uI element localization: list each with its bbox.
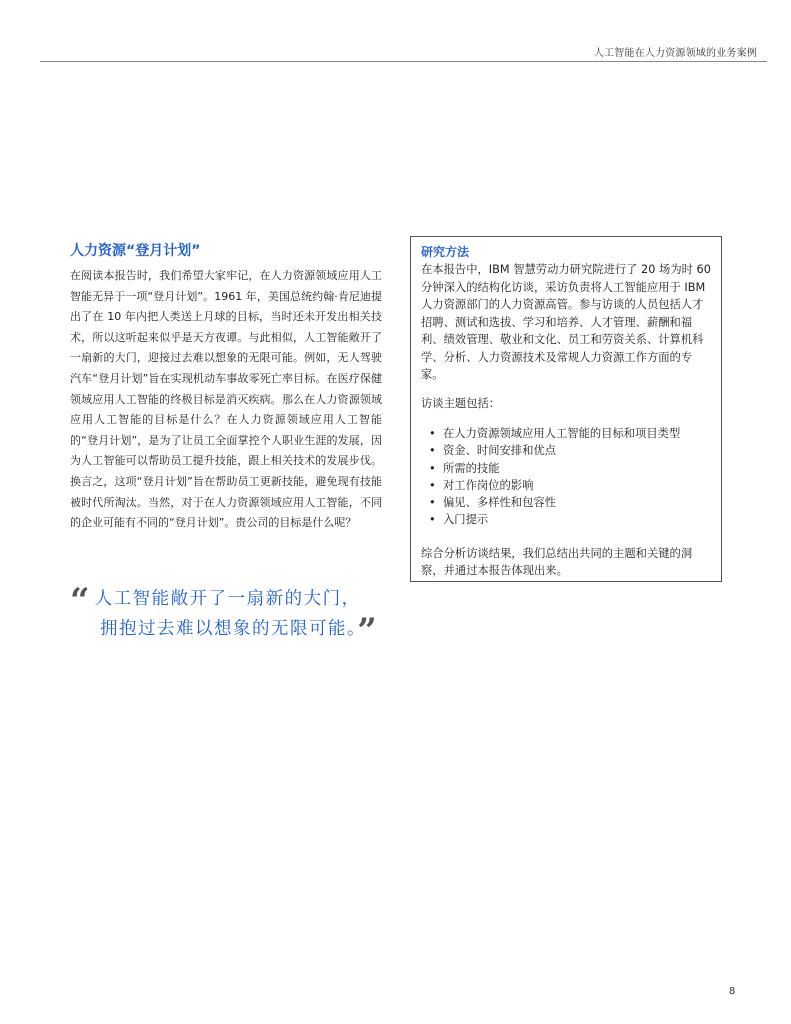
research-method-box <box>410 236 722 582</box>
close-quote-mark: ” <box>357 611 375 651</box>
list-item: • 对工作岗位的影响 <box>429 477 711 494</box>
bullet-icon: • <box>429 444 436 458</box>
box-title: 研究方法 <box>421 245 470 259</box>
list-item: • 入门提示 <box>429 511 711 528</box>
header-divider <box>40 61 767 62</box>
page-number: 8 <box>729 986 736 997</box>
list-item: • 资金、时间安排和优点 <box>429 442 711 459</box>
bullet-icon: • <box>429 478 436 492</box>
bullet-icon: • <box>429 496 436 510</box>
bullet-icon: • <box>429 461 436 475</box>
pull-quote-line-2 <box>70 611 400 651</box>
section-body: 在阅读本报告时，我们希望大家牢记，在人力资源领域应用人工智能无异于一项“登月计划”。1961 年，美国总统约翰·肯尼迪提出了在 10 年内把人类送上月球的目标，当时还未开发出相关技术，所以这听起来似乎是天方夜谭。与此相似，人工智能敞开了一扇新的大门，迎接过去难以想象的无限可能。例如，无人驾驶汽车“登月计划”旨在实现机动车事故零死亡率目标。在医疗保健领域应用人工智能的终极目标是消灭疾病。那么在人力资源领域应用人工智能的目标是什么？在人力资源领域应用人工智能的“登月计划”，是为了让员工全面掌控个人职业生涯的发展，因为人工智能可以帮助员工提升技能，跟上相关技术的发展步伐。换言之，这项“登月计划”旨在帮助员工更新技能，避免现有技能被时代所淘汰。当然，对于在人力资源领域应用人工智能，不同的企业可能有不同的“登月计划”。贵公司的目标是什么呢？ <box>70 269 382 530</box>
topics-list <box>421 425 711 529</box>
list-item: • 偏见、多样性和包容性 <box>429 494 711 511</box>
pull-quote-text-2: 拥抱过去难以想象的无限可能。 <box>100 619 358 639</box>
list-item: • 在人力资源领域应用人工智能的目标和项目类型 <box>429 425 711 442</box>
bullet-icon: • <box>429 513 436 527</box>
box-conclusion: 综合分析访谈结果，我们总结出共同的主题和关键的洞察，并通过本报告体现出来。 <box>421 546 693 578</box>
bullet-icon: • <box>429 427 436 440</box>
box-topics-intro: 访谈主题包括： <box>421 396 501 410</box>
open-quote-mark: “ <box>70 581 88 621</box>
pull-quote-line-1 <box>70 581 400 621</box>
box-intro: 在本报告中，IBM 智慧劳动力研究院进行了 20 场为时 60 分钟深入的结构化访谈，采访负责将人工智能应用于 IBM 人力资源部门的人力资源高管。参与访谈的人员包括人才招聘、测试和选拔、学习和培养、人才管理、薪酬和福利、绩效管理、敬业和文化、员工和劳资关系、计算机科学、分析、人力资源技术及常规人力资源工作方面的专家。 <box>421 263 711 381</box>
list-item: • 所需的技能 <box>429 460 711 477</box>
running-header: 人工智能在人力资源领域的业务案例 <box>593 48 757 59</box>
pull-quote <box>70 581 400 651</box>
pull-quote-text-1: 人工智能敞开了一扇新的大门， <box>94 589 361 609</box>
section-title: 人力资源“登月计划” <box>70 243 201 259</box>
